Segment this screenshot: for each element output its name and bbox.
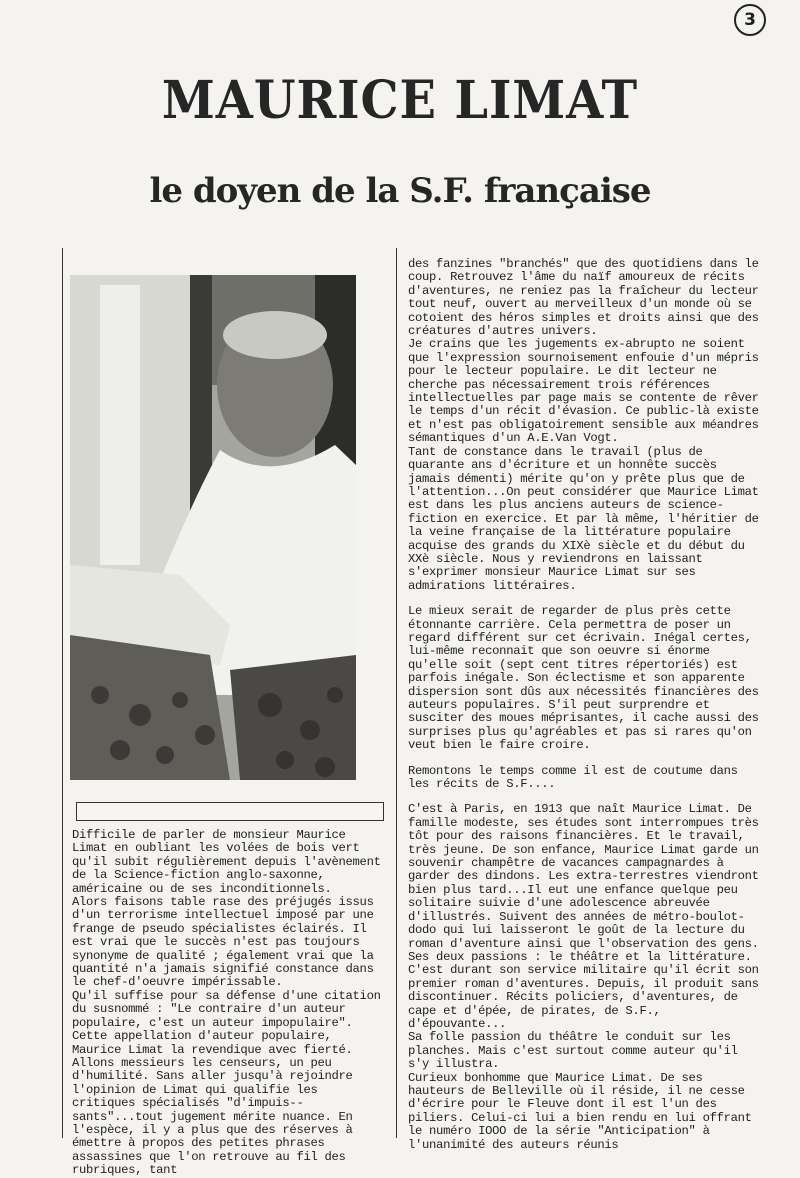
paragraph: Tant de constance dans le travail (plus de quarante ans d'écriture et un honnête succès jamais démenti) mérite qu'on y prête plus que de l'attention...On peut considérer que Maurice Limat est dans les plus anciens auteurs de science-fiction en exercice. Et par là même, l'héritier de la veine française de la littérature populaire acquise des grands du XIXè siècle et du début du XXè siècle. Nous y reviendrons en laissant s'exprimer monsieur Maurice Limat sur ses admirations littéraires. (408, 444, 759, 593)
paragraph: Sa folle passion du théâtre le conduit sur les planches. Mais c'est surtout comme auteur qu'il s'y illustra. (408, 1030, 738, 1072)
paragraph: Cette appellation d'auteur populaire, Maurice Limat la revendique avec fierté. Allons messieurs les censeurs, un peu d'humilité. Sans aller jusqu'à rejoindre l'opinion de Limat qui qualifie les critiques spécialisés "d'impuis--sants"...tout jugement mérite nuance. En l'espèce, il y a plus que des réserves à émettre à propos des petites phrases assassines que l'on retrouve au fil des rubriques, tant (72, 1029, 353, 1178)
portrait-photo (70, 275, 356, 780)
page-number: 3 (734, 4, 766, 36)
paragraph: C'est durant son service militaire qu'il écrit son premier roman d'aventures. Depuis, il produit sans discontinuer. Récits policiers, d'aventures, de cape et d'épée, de pirates, de S.F., d'épouvante... (408, 963, 759, 1031)
paragraph: Curieux bonhomme que Maurice Limat. De ses hauteurs de Belleville où il réside, il ne cesse d'écrire pour le Fleuve dont il est l'un des piliers. Celui-ci lui a bien rendu en lui offrant le numéro IOOO de la série "Anticipation" à l'unanimité des auteurs réunis (408, 1070, 752, 1152)
paragraph: Je crains que les jugements ex-abrupto ne soient que l'expression sournoisement enfouie d'un mépris pour le lecteur populaire. Le dit lecteur ne cherche pas nécessairement trois références intellectuelles par page mais se contente de rêver le temps d'un récit d'évasion. Ce public-là existe et n'est pas obligatoirement sensible aux méandres sémantiques d'un A.E.Van Vogt. (408, 337, 759, 446)
article-subtitle: le doyen de la S.F. française (149, 171, 651, 211)
left-column (72, 829, 382, 1178)
paragraph: C'est à Paris, en 1913 que naît Maurice Limat. De famille modeste, ses études sont interrompues très tôt pour des raisons financières. Et le travail, très jeune. De son enfance, Maurice Limat garde un souvenir champêtre de vacances campagnardes à garder des dindons. Les extra-terrestres viendront bien plus tard...Il eut une enfance quelque peu solitaire suivie d'une adolescence abreuvée d'illustrés. Suivent des années de métro-boulot-dodo qui lui laisseront le goût de la lecture du roman d'aventure ainsi que l'observation des gens. (408, 802, 759, 951)
article-title: MAURICE LIMAT (161, 70, 639, 131)
paragraph: Qu'il suffise pour sa défense d'une citation du susnommé : "Le contraire d'un auteur populaire, c'est un auteur impopulaire". (72, 988, 381, 1030)
caption-box (76, 802, 384, 821)
paragraph: Remontons le temps comme il est de coutume dans les récits de S.F.... (408, 763, 738, 792)
paragraph: des fanzines "branchés" que des quotidiens dans le coup. Retrouvez l'âme du naïf amoureux de récits d'aventures, ne reniez pas la fraîcheur du lecteur tout neuf, ouvert au merveilleux d'un monde où se cotoient des héros simples et droits ainsi que des créatures d'autres univers. (408, 257, 759, 339)
paragraph: Difficile de parler de monsieur Maurice Limat en oubliant les volées de bois vert qu'il subit régulièrement depuis l'avènement de la Science-fiction anglo-saxonne, américaine ou de ses inconditionnels. (72, 828, 381, 896)
column-rule-middle (396, 248, 397, 1138)
portrait-photo-icon (70, 275, 356, 780)
paragraph: Ses deux passions : le théâtre et la littérature. (408, 949, 752, 964)
right-column (408, 258, 760, 1152)
paragraph: Le mieux serait de regarder de plus près cette étonnante carrière. Cela permettra de poser un regard différent sur cet écrivain. Inégal certes, lui-même reconnait que son oeuvre si énorme qu'elle soit (sept cent titres répertoriés) est parfois inégale. Son éclectisme et son apparente dispersion sont dûs aux nécessités financières des auteurs populaires. S'il peut surprendre et susciter des moues méprisantes, il cache aussi des surprises plus qu'agréables et pas si rares qu'on veut bien le faire croire. (408, 604, 759, 753)
paragraph: Alors faisons table rase des préjugés issus d'un terrorisme intellectuel imposé par une frange de pseudo spécialistes éclairés. Il est vrai que le succès n'est pas toujours synonyme de qualité ; également vrai que la quantité n'a jamais signifié constance dans le chef-d'oeuvre impérissable. (72, 895, 374, 990)
column-rule-left (62, 248, 63, 1138)
